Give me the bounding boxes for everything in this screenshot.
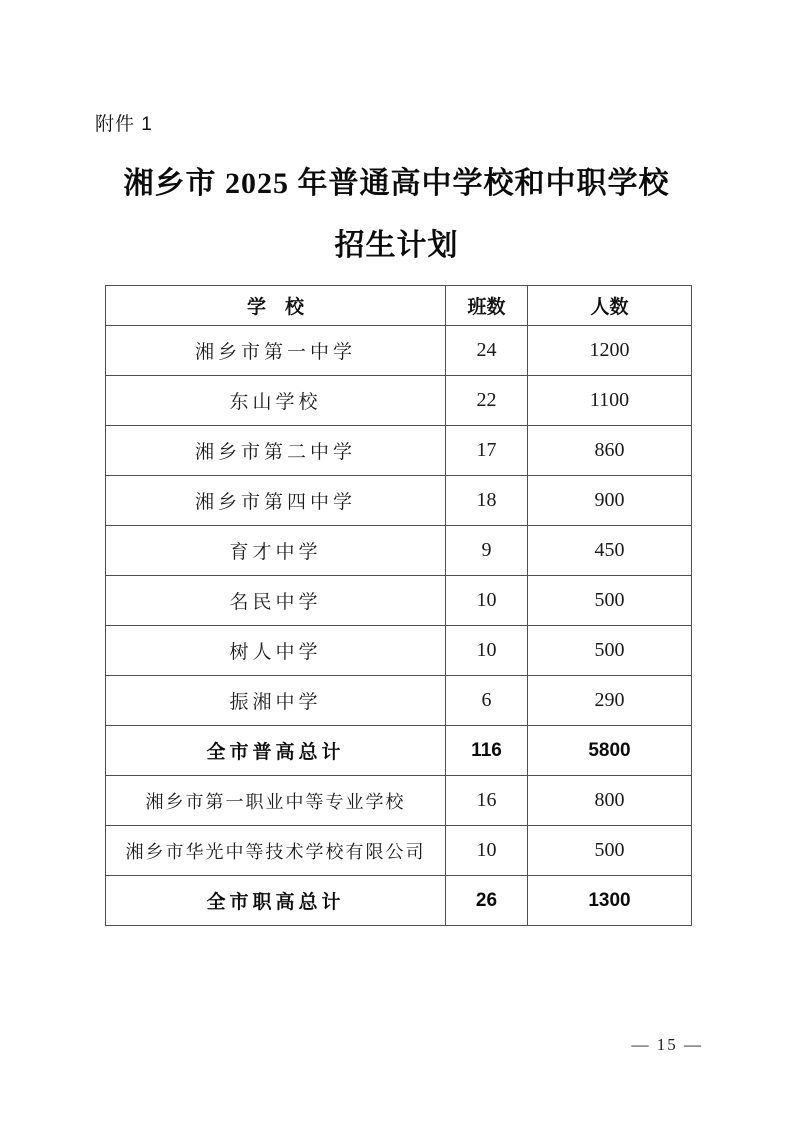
- students-cell: 1300: [528, 876, 692, 926]
- classes-cell: 17: [446, 426, 528, 476]
- table-row: [106, 426, 692, 476]
- table-row: [106, 626, 692, 676]
- table-row-total-general: [106, 726, 692, 776]
- column-header-school: 学 校: [106, 286, 446, 326]
- students-cell: 900: [528, 476, 692, 526]
- table-row: [106, 826, 692, 876]
- school-name-cell: 振湘中学: [106, 676, 446, 726]
- table-row: [106, 576, 692, 626]
- school-name-cell: 东山学校: [106, 376, 446, 426]
- classes-cell: 24: [446, 326, 528, 376]
- column-header-classes: 班数: [446, 286, 528, 326]
- school-name-cell: 树人中学: [106, 626, 446, 676]
- classes-cell: 18: [446, 476, 528, 526]
- document-title-line2: 招生计划: [334, 229, 459, 262]
- students-cell: 5800: [528, 726, 692, 776]
- school-name-cell: 湘乡市第四中学: [106, 476, 446, 526]
- classes-cell: 9: [446, 526, 528, 576]
- school-name-cell: 湘乡市第一中学: [106, 326, 446, 376]
- document-title-line1: 湘乡市 2025 年普通高中学校和中职学校: [123, 167, 670, 200]
- school-name-cell: 名民中学: [106, 576, 446, 626]
- students-cell: 500: [528, 626, 692, 676]
- table-row: [106, 476, 692, 526]
- classes-cell: 10: [446, 826, 528, 876]
- students-cell: 500: [528, 576, 692, 626]
- school-name-cell: 全市职高总计: [106, 876, 446, 926]
- classes-cell: 10: [446, 576, 528, 626]
- table-row: [106, 376, 692, 426]
- table-row: [106, 526, 692, 576]
- attachment-label: 附件 1: [95, 114, 153, 135]
- students-cell: 1100: [528, 376, 692, 426]
- enrollment-plan-table: [105, 285, 692, 926]
- students-cell: 500: [528, 826, 692, 876]
- table-row: [106, 676, 692, 726]
- classes-cell: 22: [446, 376, 528, 426]
- classes-cell: 6: [446, 676, 528, 726]
- table-row: [106, 326, 692, 376]
- school-name-cell: 育才中学: [106, 526, 446, 576]
- table-row-total-vocational: [106, 876, 692, 926]
- school-name-cell: 湘乡市第一职业中等专业学校: [106, 776, 446, 826]
- table-row: [106, 776, 692, 826]
- classes-cell: 26: [446, 876, 528, 926]
- page-number: — 15 —: [631, 1035, 703, 1054]
- column-header-students: 人数: [528, 286, 692, 326]
- students-cell: 860: [528, 426, 692, 476]
- students-cell: 450: [528, 526, 692, 576]
- classes-cell: 16: [446, 776, 528, 826]
- table-header-row: [106, 286, 692, 326]
- students-cell: 1200: [528, 326, 692, 376]
- students-cell: 290: [528, 676, 692, 726]
- students-cell: 800: [528, 776, 692, 826]
- classes-cell: 10: [446, 626, 528, 676]
- school-name-cell: 湘乡市第二中学: [106, 426, 446, 476]
- school-name-cell: 全市普高总计: [106, 726, 446, 776]
- school-name-cell: 湘乡市华光中等技术学校有限公司: [106, 826, 446, 876]
- classes-cell: 116: [446, 726, 528, 776]
